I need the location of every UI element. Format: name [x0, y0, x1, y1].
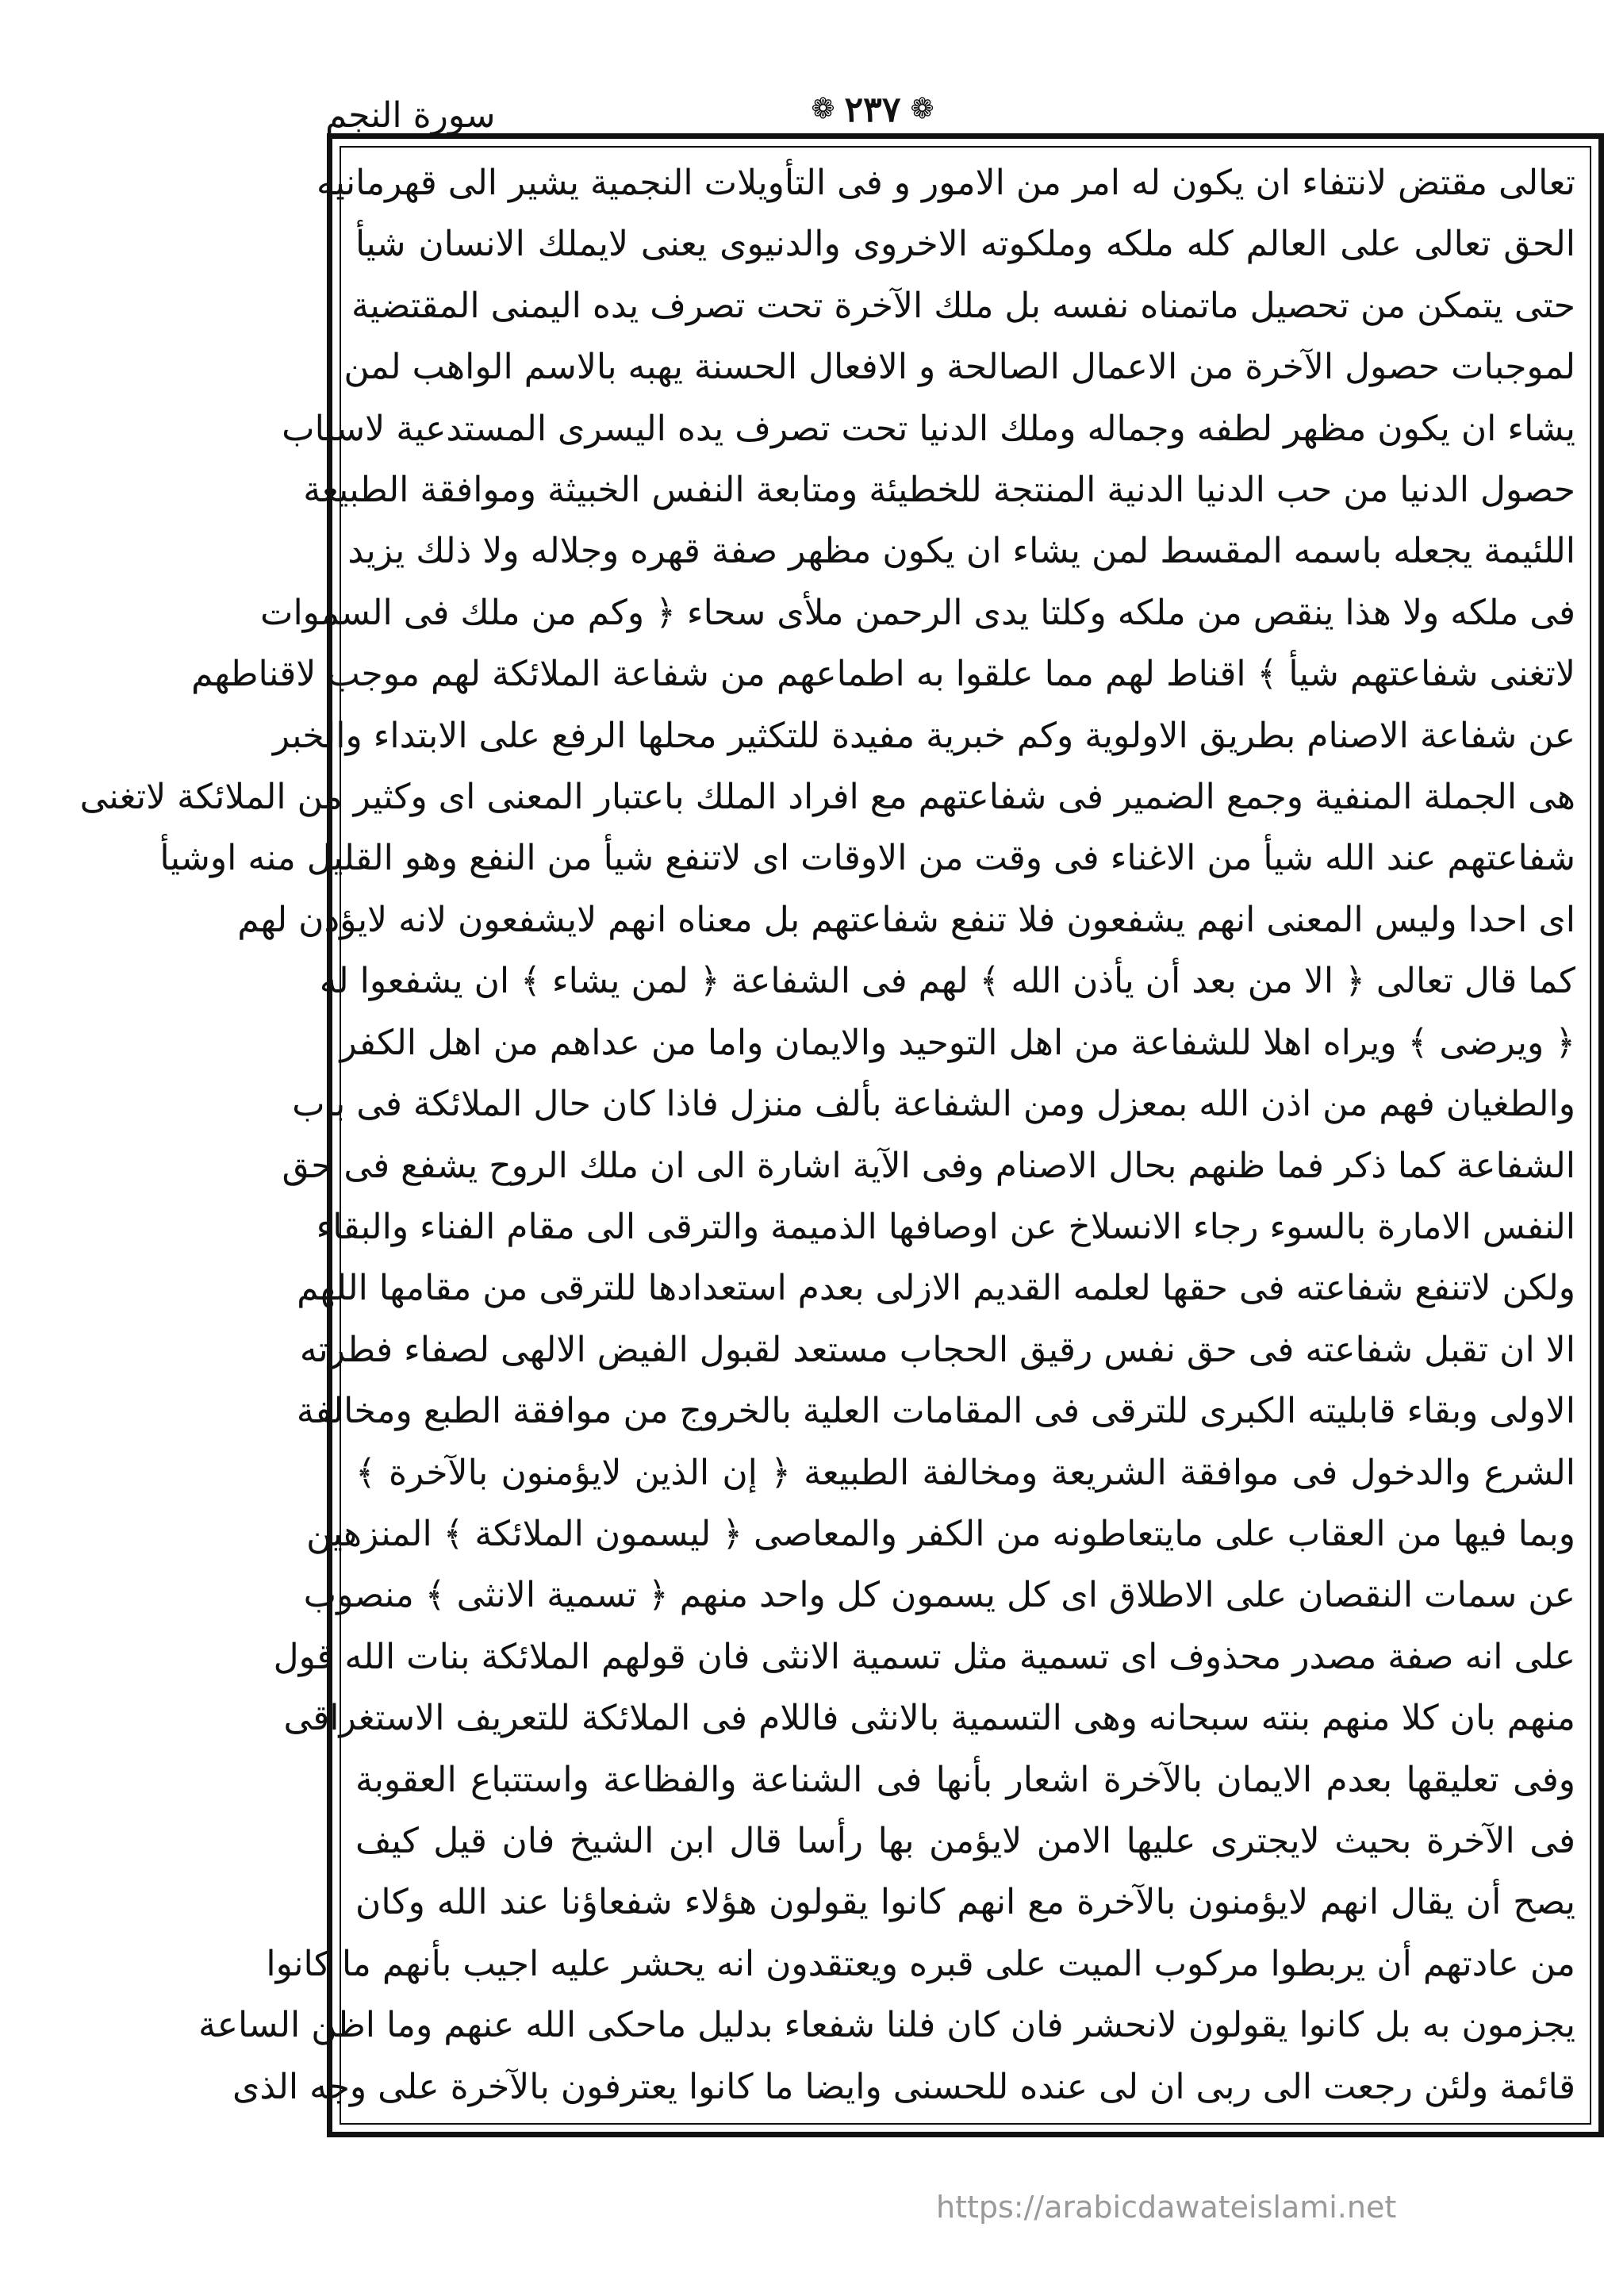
text-line: لاتغنى شفاعتهم شيأ ﴾ اقناط لهم مما علقوا به اطماعهم من شفاعة الملائكة لهم موجب لاقناطهم [190, 654, 1575, 695]
text-line: اللئيمة يجعله باسمه المقسط لمن يشاء ان يكون مظهر صفة قهره وجلاله ولا ذلك يزيد [347, 531, 1575, 572]
text-line: تعالى مقتض لانتفاء ان يكون له امر من الامور و فى التأويلات النجمية يشير الى قهرمانيه [317, 163, 1575, 203]
text-line: حصول الدنيا من حب الدنيا الدنية المنتجة للخطيئة ومتابعة النفس الخبيثة وموافقة الطبيعة [303, 470, 1575, 511]
text-line: والطغيان فهم من اذن الله بمعزل ومن الشفاعة بألف منزل فاذا كان حال الملائكة فى باب [292, 1084, 1575, 1125]
text-line: الا ان تقبل شفاعته فى حق نفس رقيق الحجاب مستعد لقبول الفيض الالهى لصفاء فطرته [299, 1329, 1575, 1370]
watermark-url: https://arabicdawateislami.net [936, 2190, 1397, 2225]
text-line: عن شفاعة الاصنام بطريق الاولوية وكم خبرية مفيدة للتكثير محلها الرفع على الابتداء والخبر [272, 715, 1575, 756]
text-line: قائمة ولئن رجعت الى ربى ان لى عنده للحسنى وايضا ما كانوا يعترفون بالآخرة على وجه الذى [232, 2066, 1575, 2107]
text-line: يجزمون به بل كانوا يقولون لانحشر فان كان فلنا شفعاء بدليل ماحكى الله عنهم وما اظن الساعة [198, 2005, 1575, 2046]
text-line: فى الآخرة بحيث لايجترى عليها الامن لايؤمن بها رأسا قال ابن الشيخ فان قيل كيف [355, 1820, 1575, 1861]
page-number: ٢٣٧ [844, 89, 901, 130]
text-line: حتى يتمكن من تحصيل ماتمناه نفسه بل ملك الآخرة تحت تصرف يده اليمنى المقتضية [351, 285, 1575, 326]
text-line: النفس الامارة بالسوء رجاء الانسلاخ عن اوصافها الذميمة والترقى الى مقام الفناء والبقاء [316, 1206, 1575, 1247]
text-line: يشاء ان يكون مظهر لطفه وجماله وملك الدنيا تحت تصرف يده اليسرى المستدعية لاسباب [282, 408, 1575, 449]
text-line: على انه صفة مصدر محذوف اى تسمية مثل تسمية الانثى فان قولهم الملائكة بنات الله قول [273, 1636, 1575, 1677]
body-text [79, 155, 1575, 2115]
text-line: ولكن لاتنفع شفاعته فى حقها لعلمه القديم الازلى بعدم استعدادها للترقى من مقامها اللهم [297, 1268, 1575, 1309]
text-line: يصح أن يقال انهم لايؤمنون بالآخرة مع انهم كانوا يقولون هؤلاء شفعاؤنا عند الله وكان [355, 1882, 1575, 1923]
text-line: فى ملكه ولا هذا ينقص من ملكه وكلتا يدى الرحمن ملأى سحاء ﴿ وكم من ملك فى السموات [260, 592, 1575, 633]
floral-ornament-icon: ❁ [811, 93, 835, 125]
text-line: ﴿ ويرضى ﴾ ويراه اهلا للشفاعة من اهل التوحيد والايمان واما من عداهم من اهل الكفر [340, 1022, 1575, 1063]
text-line: لموجبات حصول الآخرة من الاعمال الصالحة و الافعال الحسنة يهبه بالاسم الواهب لمن [343, 347, 1575, 388]
text-line: الشفاعة كما ذكر فما ظنهم بحال الاصنام وفى الآية اشارة الى ان ملك الروح يشفع فى حق [282, 1145, 1575, 1186]
text-line: كما قال تعالى ﴿ الا من بعد أن يأذن الله ﴾ لهم فى الشفاعة ﴿ لمن يشاء ﴾ ان يشفعوا له [319, 961, 1575, 1002]
text-line: الحق تعالى على العالم كله ملكه وملكوته الاخروى والدنيوى يعنى لايملك الانسان شيأ [355, 224, 1575, 265]
surah-title: سورة النجم [325, 95, 496, 136]
floral-ornament-icon: ❁ [910, 93, 934, 125]
text-line: الاولى وبقاء قابليته الكبرى للترقى فى المقامات العلية بالخروج من موافقة الطبع ومخالفة [296, 1391, 1575, 1432]
text-line: منهم بان كلا منهم بنته سبحانه وهى التسمية بالانثى فاللام فى الملائكة للتعريف الاستغراقى [283, 1698, 1575, 1739]
text-line: شفاعتهم عند الله شيأ من الاغناء فى وقت من الاوقات اى لاتنفع شيأ من النفع وهو القليل منه اوشيأ [159, 838, 1575, 879]
text-line: وفى تعليقها بعدم الايمان بالآخرة اشعار بأنها فى الشناعة والفظاعة واستتباع العقوبة [355, 1759, 1575, 1800]
page-number-header [781, 86, 964, 133]
text-line: هى الجملة المنفية وجمع الضمير فى شفاعتهم مع افراد الملك باعتبار المعنى اى وكثير من الملائكة لاتغنى [79, 777, 1575, 818]
text-line: اى احدا وليس المعنى انهم يشفعون فلا تنفع شفاعتهم بل معناه انهم لايشفعون لانه لايؤذن لهم [237, 899, 1575, 940]
text-line: من عادتهم أن يربطوا مركوب الميت على قبره ويعتقدون انه يحشر عليه اجيب بأنهم ما كانوا [266, 1943, 1575, 1984]
text-line: الشرع والدخول فى موافقة الشريعة ومخالفة الطبيعة ﴿ إن الذين لايؤمنون بالآخرة ﴾ [355, 1452, 1575, 1493]
text-line: عن سمات النقصان على الاطلاق اى كل يسمون كل واحد منهم ﴿ تسمية الانثى ﴾ منصوب [303, 1575, 1575, 1616]
text-line: وبما فيها من العقاب على مايتعاطونه من الكفر والمعاصى ﴿ ليسمون الملائكة ﴾ المنزهين [306, 1513, 1575, 1554]
